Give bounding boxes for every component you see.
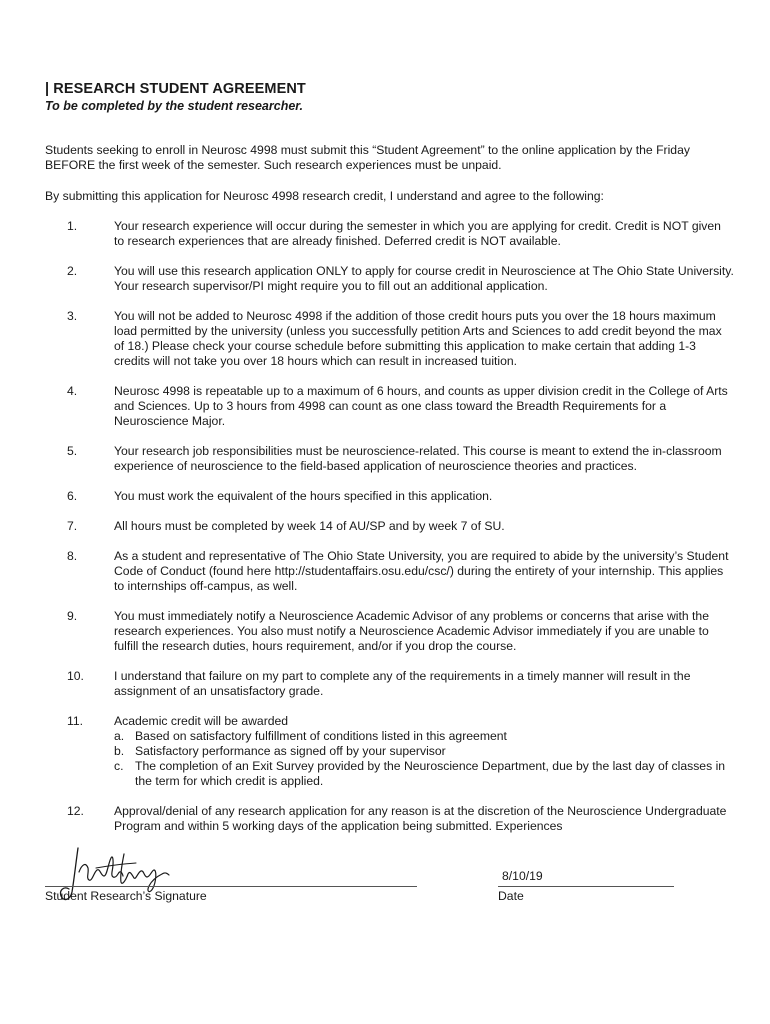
sub-item-letter: a. <box>114 729 125 743</box>
item-text: Approval/denial of any research application for any reason is at the discretion of the Neuroscience Undergraduate Program and within 5 working days of the application being submitted. Experiences <box>114 804 727 833</box>
signature-date-value: 8/10/19 <box>502 869 543 883</box>
item-number: 7. <box>67 519 78 533</box>
item-number: 12. <box>67 804 84 818</box>
item-text: As a student and representative of The Ohio State University, you are required to abide by the university’s Student Code of Conduct (found here http://studentaffairs.osu.edu/csc/) during the entirety of your internship. This applies to internships off-campus, as well. <box>114 549 729 593</box>
item-number: 8. <box>67 549 78 563</box>
sub-item-text: Satisfactory performance as signed off by your supervisor <box>135 744 446 758</box>
signature-line <box>45 886 417 887</box>
sub-item-text: Based on satisfactory fulfillment of conditions listed in this agreement <box>135 729 507 743</box>
sub-item-letter: b. <box>114 744 125 758</box>
item-number: 6. <box>67 489 78 503</box>
page-subtitle: To be completed by the student researcher. <box>45 99 303 113</box>
list-item <box>45 489 735 504</box>
list-item <box>45 714 735 789</box>
sub-item-text: The completion of an Exit Survey provided by the Neuroscience Department, due by the last day of classes in the term for which credit is applied. <box>135 759 726 788</box>
item-text: You must immediately notify a Neuroscience Academic Advisor of any problems or concerns that arise with the research experiences. You also must notify a Neuroscience Academic Advisor immediately if you are unable to fulfill the research duties, hours requirement, and/or if you drop the course. <box>114 609 709 653</box>
item-text: You will use this research application ONLY to apply for course credit in Neuroscience at The Ohio State University. Your research supervisor/PI might require you to fill out an additional application. <box>114 264 734 293</box>
item-text: All hours must be completed by week 14 of AU/SP and by week 7 of SU. <box>114 519 505 533</box>
item-number: 1. <box>67 219 78 233</box>
item-text: I understand that failure on my part to complete any of the requirements in a timely manner will result in the assignment of an unsatisfactory grade. <box>114 669 691 698</box>
sub-item <box>114 759 734 789</box>
item-number: 10. <box>67 669 84 683</box>
list-item <box>45 519 735 534</box>
list-item <box>45 309 735 369</box>
intro-paragraph: By submitting this application for Neurosc 4998 research credit, I understand and agree to the following: <box>45 189 604 203</box>
item-text: You must work the equivalent of the hours specified in this application. <box>114 489 493 503</box>
date-label: Date <box>498 889 524 903</box>
item-number: 4. <box>67 384 78 398</box>
list-item <box>45 669 735 699</box>
sub-item <box>114 744 734 759</box>
item-text: Your research job responsibilities must be neuroscience-related. This course is meant to extend the in-classroom experience of neuroscience to the field-based application of neuroscience theories and practices. <box>114 444 722 473</box>
list-item <box>45 219 735 249</box>
item-text: Your research experience will occur during the semester in which you are applying for credit. Credit is NOT given to research experiences that are already finished. Deferred credit is NOT available. <box>114 219 721 248</box>
item-content <box>114 714 734 789</box>
item-number: 3. <box>67 309 78 323</box>
item-text: Academic credit will be awarded <box>114 714 289 728</box>
date-line <box>498 886 674 887</box>
list-item <box>45 264 735 294</box>
list-item <box>45 384 735 429</box>
agreement-list <box>45 219 735 849</box>
list-item <box>45 444 735 474</box>
list-item <box>45 609 735 654</box>
item-number: 9. <box>67 609 78 623</box>
item-text: Neurosc 4998 is repeatable up to a maximum of 6 hours, and counts as upper division credit in the College of Arts and Sciences. Up to 3 hours from 4998 can count as one class toward the Breadth Requirements for a Neuroscience Major. <box>114 384 728 428</box>
intro-paragraph: Students seeking to enroll in Neurosc 4998 must submit this “Student Agreement” to the online application by the Friday BEFORE the first week of the semester. Such research experiences must be unpaid. <box>45 143 690 172</box>
item-number: 11. <box>67 714 84 728</box>
sub-item-letter: c. <box>114 759 124 773</box>
list-item <box>45 804 735 834</box>
list-item <box>45 549 735 594</box>
signature-label: Student Research’s Signature <box>45 889 207 903</box>
item-text: You will not be added to Neurosc 4998 if the addition of those credit hours puts you over the 18 hours maximum load permitted by the university (unless you successfully petition Arts and Sciences to add credit beyond the max of 18.) Please check your course schedule before submitting this application to make certain that adding 1-3 credits will not take you over 18 hours which can result in increased tuition. <box>114 309 722 368</box>
item-number: 2. <box>67 264 78 278</box>
sub-item <box>114 729 734 744</box>
page-title: | RESEARCH STUDENT AGREEMENT <box>45 81 306 97</box>
item-number: 5. <box>67 444 78 458</box>
